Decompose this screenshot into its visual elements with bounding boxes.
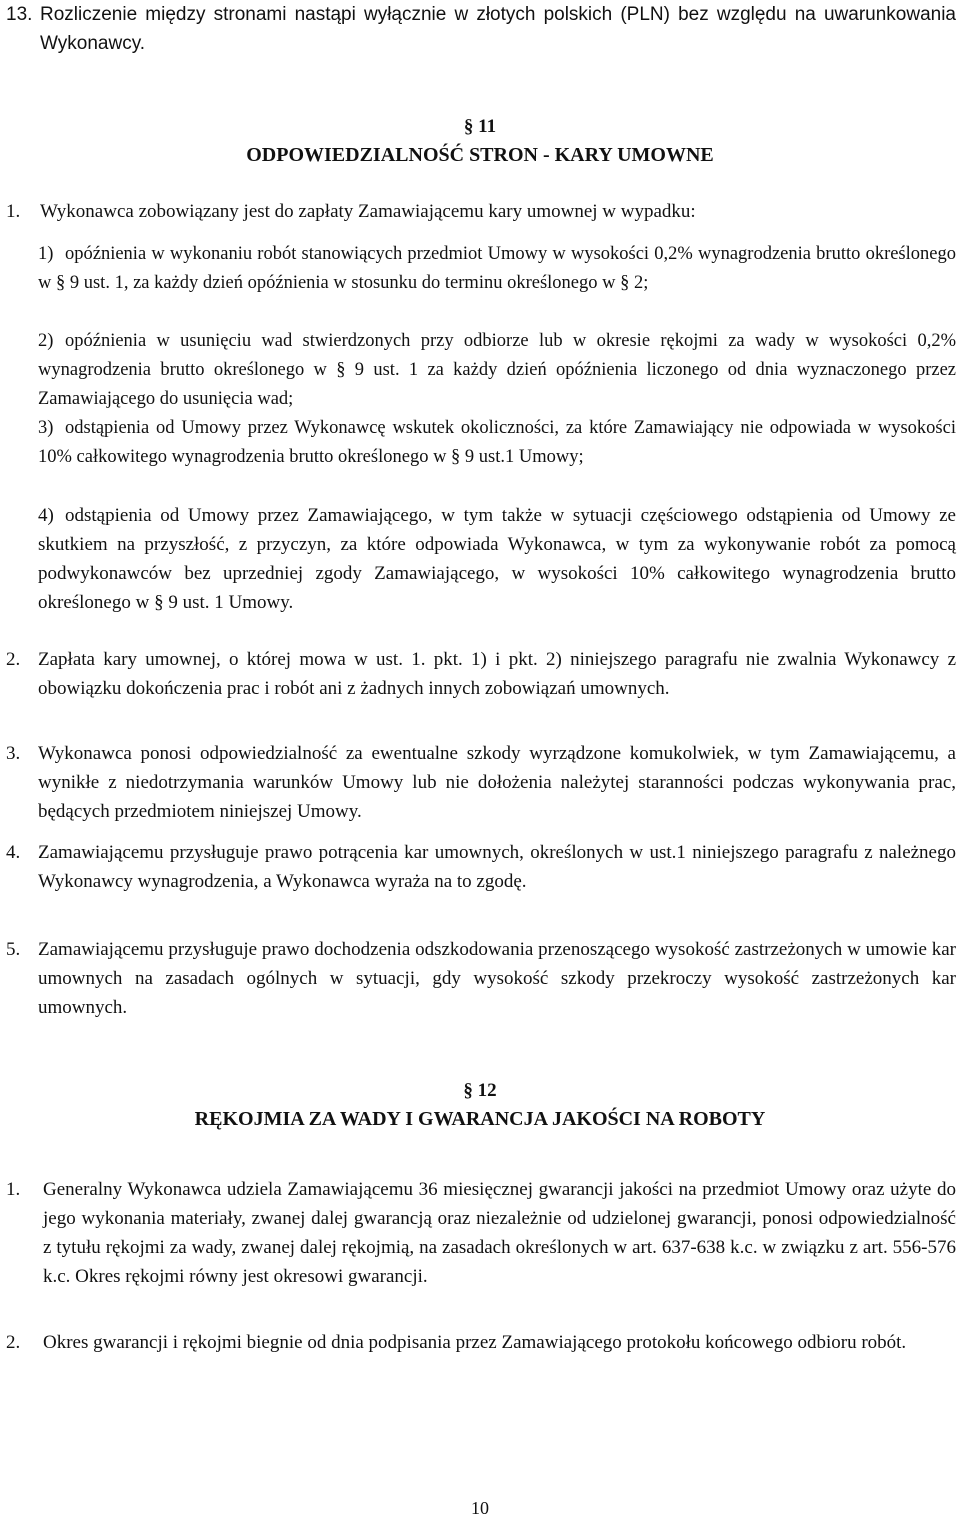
- paragraph-text: Wykonawca ponosi odpowiedzialność za ewentualne szkody wyrządzone komukolwiek, w tym Zamawiającemu, a wynikłe z niedotrzymania warunków Umowy lub nie dołożenia należytej staranności podczas wykonywania prac, będących przedmiotem niniejszej Umowy.: [38, 743, 956, 822]
- paragraph-number: 1.: [6, 201, 21, 222]
- item-text: opóźnienia w usunięciu wad stwierdzonych przy odbiorze lub w okresie rękojmi za wady w wysokości 0,2% wynagrodzenia brutto określonego w § 9 ust. 1 za każdy dzień opóźnienia liczonego od dnia wyznaczonego przez Zamawiającego do usunięcia wad;: [38, 331, 956, 409]
- item-number: 4): [38, 505, 54, 526]
- paragraph-13: [6, 0, 956, 58]
- section-11-paragraph-4: [6, 838, 956, 896]
- paragraph-number: 2.: [6, 1332, 21, 1353]
- item-text: odstąpienia od Umowy przez Zamawiającego, w tym także w sytuacji częściowego odstąpienia od Umowy ze skutkiem na przyszłość, z przyczyn, za które odpowiada Wykonawca, w tym za wykonywanie robót za pomocą podwykonawców bez uprzedniej zgody Zamawiającego, w wysokości 10% całkowitego wynagrodzenia brutto określonego w § 9 ust. 1 Umowy.: [38, 505, 956, 613]
- paragraph-text: Okres gwarancji i rękojmi biegnie od dnia podpisania przez Zamawiającego protokołu końcowego odbioru robót.: [43, 1332, 907, 1353]
- paragraph-number: 13.: [6, 4, 33, 25]
- paragraph-text: Rozliczenie między stronami nastąpi wyłącznie w złotych polskich (PLN) bez względu na uwarunkowania Wykonawcy.: [40, 4, 956, 54]
- section-12-paragraph-2: [6, 1328, 956, 1357]
- paragraph-text: Zamawiającemu przysługuje prawo dochodzenia odszkodowania przenoszącego wysokość zastrzeżonych w umowie kar umownych na zasadach ogólnych w sytuacji, gdy wysokość szkody przekroczy wysokość zastrzeżonych kar umownych.: [38, 939, 956, 1018]
- item-text: odstąpienia od Umowy przez Wykonawcę wskutek okoliczności, za które Zamawiający nie odpowiada w wysokości 10% całkowitego wynagrodzenia brutto określonego w § 9 ust.1 Umowy;: [38, 418, 956, 467]
- paragraph-number: 5.: [6, 939, 21, 960]
- penalty-item-2: [38, 327, 956, 414]
- section-11-paragraph-1: [6, 197, 956, 226]
- penalty-item-3: [38, 414, 956, 472]
- section-11-paragraph-3: [6, 739, 956, 826]
- paragraph-number: 2.: [6, 649, 21, 670]
- section-11-paragraph-5: [6, 935, 956, 1022]
- item-text: opóźnienia w wykonaniu robót stanowiących przedmiot Umowy w wysokości 0,2% wynagrodzenia brutto określonego w § 9 ust. 1, za każdy dzień opóźnienia w stosunku do terminu określonego w § 2;: [38, 244, 956, 293]
- penalty-item-1: [38, 240, 956, 298]
- paragraph-text: Zapłata kary umownej, o której mowa w ust. 1. pkt. 1) i pkt. 2) niniejszego paragrafu nie zwalnia Wykonawcy z obowiązku dokończenia prac i robót ani z żadnych innych zobowiązań umownych.: [38, 649, 956, 699]
- page-number: 10: [471, 1498, 489, 1518]
- paragraph-number: 1.: [6, 1179, 21, 1200]
- item-number: 2): [38, 331, 54, 351]
- section-12-mark: § 12: [463, 1080, 497, 1101]
- section-11-mark: § 11: [463, 116, 497, 137]
- item-number: 3): [38, 418, 54, 438]
- paragraph-number: 4.: [6, 842, 21, 863]
- item-number: 1): [38, 244, 54, 264]
- section-11-title: ODPOWIEDZIALNOŚĆ STRON - KARY UMOWNE: [246, 144, 714, 166]
- paragraph-text: Wykonawca zobowiązany jest do zapłaty Zamawiającemu kary umownej w wypadku:: [40, 201, 696, 222]
- section-12-paragraph-1: [6, 1175, 956, 1291]
- paragraph-text: Generalny Wykonawca udziela Zamawiającemu 36 miesięcznej gwarancji jakości na przedmiot Umowy oraz użyte do jego wykonania materiały, zwanej dalej gwarancją oraz niezależnie od udzielonej gwarancji, ponosi odpowiedzialność z tytułu rękojmi za wady, zwanej dalej rękojmią, na zasadach określonych w art. 637-638 k.c. w związku z art. 556-576 k.c. Okres rękojmi równy jest okresowi gwarancji.: [43, 1179, 956, 1287]
- paragraph-number: 3.: [6, 743, 21, 764]
- section-12-title: RĘKOJMIA ZA WADY I GWARANCJA JAKOŚCI NA ROBOTY: [194, 1108, 766, 1130]
- paragraph-text: Zamawiającemu przysługuje prawo potrącenia kar umownych, określonych w ust.1 niniejszego paragrafu z należnego Wykonawcy wynagrodzenia, a Wykonawca wyraża na to zgodę.: [38, 842, 956, 892]
- section-11-paragraph-2: [6, 645, 956, 703]
- penalty-item-4: [38, 501, 956, 617]
